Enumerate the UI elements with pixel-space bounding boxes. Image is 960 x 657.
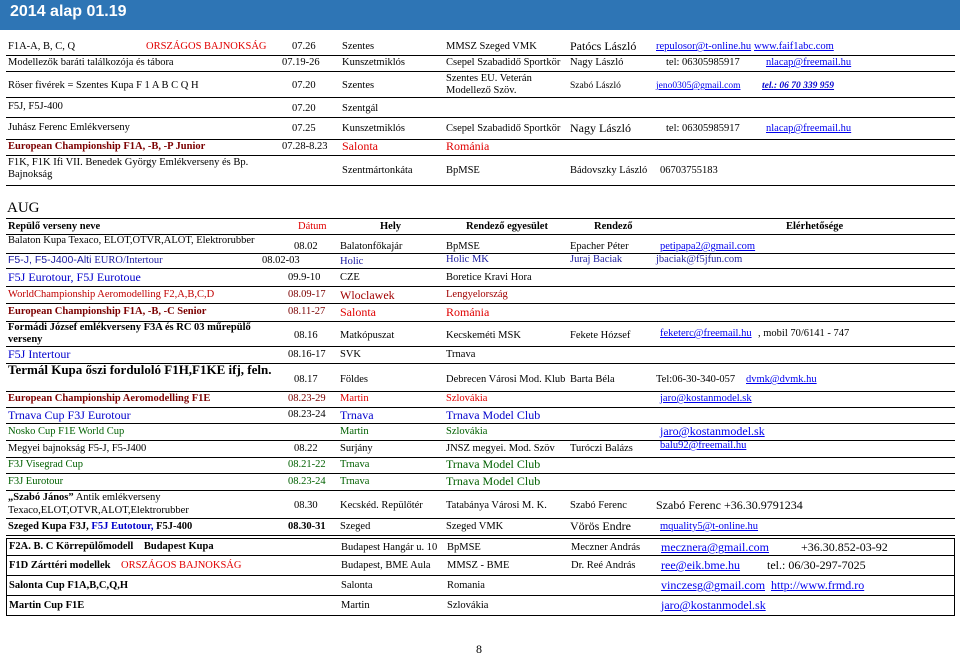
table-row: [6, 268, 955, 287]
event-place: Kunszetmiklós: [342, 123, 405, 134]
event-club: Szlovákia: [446, 426, 488, 437]
contact-web[interactable]: www.faif1abc.com: [754, 41, 834, 52]
table-row: [6, 36, 955, 56]
event-place: Kunszetmiklós: [342, 57, 405, 68]
event-club: Trnava Model Club: [446, 457, 541, 471]
event-name-part: F2A. B. C Körrepülőmodell: [9, 541, 134, 552]
event-club: Trnava: [446, 349, 476, 360]
table-row: [6, 538, 955, 556]
event-name: F1K, F1K Ifi VII. Benedek György Emlékverseny és Bp. Bajnokság: [8, 157, 249, 180]
table-row: [6, 457, 955, 474]
event-organizer: Nagy László: [570, 121, 631, 135]
table-row: [6, 303, 955, 322]
contact-phone: tel.: 06/30-297-7025: [767, 558, 866, 572]
contact-email[interactable]: petipapa2@gmail.com: [660, 241, 756, 252]
event-place: Balatonfőkajár: [340, 241, 403, 252]
table-row: [6, 407, 955, 424]
event-club: Szeged VMK: [446, 521, 504, 532]
column-header-contact: Elérhetősége: [786, 221, 844, 232]
event-club: Lengyelország: [446, 289, 508, 300]
july-table: [6, 36, 955, 196]
event-place: Trnava: [340, 476, 370, 487]
contact-email[interactable]: dvmk@dvmk.hu: [746, 374, 817, 385]
event-name-part: ORSZÁGOS BAJNOKSÁG: [120, 560, 242, 571]
column-header-place: Hely: [380, 221, 401, 232]
event-name: F5J Eurotour, F5J Eurotoue: [8, 270, 141, 284]
table-row: [6, 55, 955, 72]
event-name-part: F5-J, F5-J400-Alti: [8, 254, 92, 266]
table-row: [6, 596, 955, 616]
event-name: [8, 521, 192, 533]
page-number: 8: [476, 642, 482, 656]
event-place: Trnava: [340, 459, 370, 470]
event-name: Nosko Cup F1E World Cup: [8, 426, 125, 437]
event-name: [8, 254, 163, 267]
contact-email[interactable]: jbaciak@f5jfun.com: [656, 254, 743, 265]
contact-phone: tel: 06305985917: [666, 57, 740, 68]
event-place: Szentes: [342, 80, 375, 91]
event-club: BpMSE: [446, 241, 480, 252]
event-date: 07.19-26: [282, 57, 320, 68]
event-name-part: EURO/Intertour: [94, 255, 163, 266]
event-date: 08.22: [294, 443, 318, 454]
event-name: Juhász Ferenc Emlékverseny: [8, 122, 130, 133]
contact-email[interactable]: feketerc@freemail.hu: [660, 328, 752, 339]
event-name-part: Szeged Kupa F3J,: [8, 521, 89, 532]
event-name: Modellezők baráti találkozója és tábora: [8, 57, 174, 68]
event-place: Szeged: [340, 521, 371, 532]
event-club: Tatabánya Városi M. K.: [446, 500, 547, 511]
event-club: Csepel Szabadidő Sportkör: [446, 123, 561, 134]
event-place: Trnava: [340, 408, 374, 422]
event-place: CZE: [340, 272, 360, 283]
contact-email[interactable]: ree@eik.bme.hu: [661, 558, 741, 572]
contact-phone: tel: 06305985917: [666, 123, 740, 134]
table-row: [6, 556, 955, 576]
event-organizer: Turóczi Balázs: [570, 443, 633, 454]
event-name: F1A-A, B, C, Q: [8, 41, 76, 52]
page-title: 2014 alap 01.19: [10, 3, 127, 20]
event-organizer: Meczner András: [571, 542, 641, 553]
event-place: Martin: [340, 393, 369, 404]
event-name: Röser fivérek = Szentes Kupa F 1 A B C Q H: [8, 80, 199, 91]
event-name: WorldChampionship Aeromodelling F2,A,B,C,D: [8, 289, 215, 300]
event-name: [9, 560, 241, 572]
column-header-club: Rendező egyesület: [466, 221, 548, 232]
event-date: 08.02-03: [262, 255, 300, 266]
event-place: Szentmártonkáta: [342, 165, 413, 176]
event-date: 09.9-10: [288, 272, 321, 283]
table-row: [6, 490, 955, 519]
event-date: 07.20: [292, 80, 316, 91]
event-club: Csepel Szabadidő Sportkör: [446, 57, 561, 68]
event-date: 08.23-24: [288, 476, 326, 487]
event-club: Románia: [446, 139, 490, 153]
event-date: 08.16-17: [288, 349, 326, 360]
section-title: AUG: [7, 200, 40, 216]
contact-email[interactable]: mquality5@t-online.hu: [660, 521, 759, 532]
event-place: Martin: [341, 600, 370, 611]
event-name: F3J Eurotour: [8, 476, 64, 487]
event-date: 08.17: [294, 374, 318, 385]
event-name: European Championship Aeromodelling F1E: [8, 393, 211, 404]
event-name: F3J Visegrad Cup: [8, 459, 84, 470]
event-place: Salonta: [341, 580, 373, 591]
event-organizer: Juraj Baciak: [570, 254, 623, 265]
contact-email[interactable]: mecznera@gmail.com: [661, 540, 769, 554]
event-place: Surjány: [340, 443, 373, 454]
event-date: 07.20: [292, 103, 316, 114]
event-place: Wloclawek: [340, 288, 395, 302]
contact-phone: Tel:06-30-340-057: [656, 374, 736, 385]
table-row: [6, 518, 955, 536]
contact-email[interactable]: nlacap@freemail.hu: [766, 123, 852, 134]
event-name-part: F5J-400: [156, 521, 193, 532]
event-club: Trnava Model Club: [446, 408, 541, 422]
event-name: [9, 541, 214, 553]
contact-phone: , mobil 70/6141 - 747: [758, 328, 850, 339]
contact-phone[interactable]: tel.: 06 70 339 959: [762, 81, 835, 91]
table-row: [6, 286, 955, 304]
event-organizer: Szabó László: [570, 81, 621, 91]
event-name: Megyei bajnokság F5-J, F5-J400: [8, 443, 147, 454]
event-club: Kecskeméti MSK: [446, 330, 521, 341]
contact-phone: +36.30.852-03-92: [801, 540, 888, 554]
event-name: [8, 492, 161, 504]
event-name: Martin Cup F1E: [9, 600, 85, 611]
table-row: [6, 321, 955, 347]
event-name-part: „Szabó János”: [8, 492, 74, 503]
event-date: 08.16: [294, 330, 318, 341]
contact-phone: Szabó Ferenc +36.30.9791234: [656, 498, 803, 512]
event-name: Formádi József emlékverseny F3A és RC 03 műrepülő verseny: [8, 322, 251, 345]
event-place: Kecskéd. Repülőtér: [340, 500, 423, 511]
aug-table: [6, 218, 955, 638]
table-row: [6, 440, 955, 458]
table-row: [6, 117, 955, 140]
column-header-organizer: Rendező: [594, 221, 633, 232]
event-place: Holic: [340, 256, 364, 267]
event-organizer: Barta Béla: [570, 374, 615, 385]
event-organizer: Vörös Endre: [570, 519, 631, 533]
table-row: [6, 253, 955, 269]
page-header: [0, 0, 960, 30]
event-club: BpMSE: [447, 542, 481, 553]
event-organizer: Szabó Ferenc: [570, 500, 627, 511]
event-name-line2: Texaco,ELOT,OTVR,ALOT,Elektrorubber: [8, 505, 189, 516]
event-extra: ORSZÁGOS BAJNOKSÁG: [146, 41, 267, 52]
event-place: SVK: [340, 349, 362, 360]
event-club: Debrecen Városi Mod. Klub: [446, 374, 566, 385]
event-date: 07.25: [292, 123, 316, 134]
event-organizer: Nagy László: [570, 57, 624, 68]
event-club: Romania: [447, 580, 485, 591]
event-name-part: F5J Eutotour,: [91, 521, 154, 532]
contact-email[interactable]: repulosor@t-online.hu: [656, 41, 752, 52]
contact-email[interactable]: jeno0305@gmail.com: [656, 81, 741, 91]
event-club: BpMSE: [446, 165, 480, 176]
event-date: 08.30: [294, 500, 318, 511]
contact-phone: 06703755183: [660, 165, 718, 176]
event-place: Budapest, BME Aula: [341, 560, 431, 571]
event-club: Trnava Model Club: [446, 474, 541, 488]
table-row: [6, 233, 955, 254]
event-date: 07.26: [292, 41, 316, 52]
table-row: [6, 391, 955, 408]
contact-email[interactable]: nlacap@freemail.hu: [766, 57, 852, 68]
event-club: Románia: [446, 305, 490, 319]
event-place: Szentgál: [342, 103, 379, 114]
event-place: Martin: [340, 426, 369, 437]
event-club: Szentes EU. Veterán Modellező Szöv.: [446, 73, 532, 96]
contact-email[interactable]: vinczesg@gmail.com: [661, 578, 766, 592]
event-club: Szlovákia: [446, 393, 488, 404]
event-club: MMSZ - BME: [447, 560, 510, 571]
table-row: [6, 139, 955, 156]
table-row: [6, 576, 955, 596]
event-club: JNSZ megyei. Mod. Szöv: [446, 443, 555, 454]
event-place: Budapest Hangár u. 10: [341, 542, 438, 553]
table-row: [6, 71, 955, 98]
event-name-part: Budapest Kupa: [143, 541, 214, 552]
event-organizer: Fekete Hózsef: [570, 330, 631, 341]
event-name: European Championship F1A, -B, -P Junior: [8, 141, 206, 152]
contact-email[interactable]: jaro@kostanmodel.sk: [660, 424, 765, 438]
column-header-name: Repülő verseny neve: [8, 221, 101, 232]
event-name-part: Antik emlékverseny: [75, 492, 161, 503]
event-date: 08.02: [294, 241, 318, 252]
table-row: [6, 473, 955, 491]
event-organizer: Epacher Péter: [570, 241, 629, 252]
event-organizer: Dr. Reé András: [571, 560, 636, 571]
table-row: [6, 423, 955, 441]
event-place: Szentes: [342, 41, 375, 52]
contact-email[interactable]: balu92@freemail.hu: [660, 440, 747, 451]
contact-email[interactable]: jaro@kostanmodel.sk: [660, 393, 752, 404]
event-name-part: F1D Zárttéri modellek: [9, 560, 111, 571]
event-place: Matkópuszat: [340, 330, 395, 341]
event-name: Salonta Cup F1A,B,C,Q,H: [9, 580, 129, 591]
event-date: 07.28-8.23: [282, 141, 328, 152]
event-club: MMSZ Szeged VMK: [446, 41, 537, 52]
event-place: Salonta: [342, 139, 378, 153]
event-date: 08.23-24: [288, 409, 326, 420]
contact-web[interactable]: http://www.frmd.ro: [771, 578, 865, 592]
event-name: F5J, F5J-400: [8, 101, 63, 112]
contact-email[interactable]: jaro@kostanmodel.sk: [661, 598, 766, 612]
event-name: Balaton Kupa Texaco, ELOT,OTVR,ALOT, Elektrorubber: [8, 235, 255, 246]
event-club: Holic MK: [446, 254, 489, 265]
event-organizer: Patócs László: [570, 39, 637, 53]
event-club: Szlovákia: [447, 600, 489, 611]
event-name: European Championship F1A, -B, -C Senior: [8, 306, 207, 317]
event-name: Termál Kupa őszi forduloló F1H,F1KE ifj, feln.: [8, 362, 272, 377]
table-row: [6, 155, 955, 186]
event-date: 08.30-31: [288, 521, 326, 532]
event-organizer: Bádovszky László: [570, 165, 648, 176]
event-name: F5J Intertour: [8, 347, 71, 361]
event-name: Trnava Cup F3J Eurotour: [8, 408, 131, 422]
event-club: Boretice Kravi Hora: [446, 272, 532, 283]
event-place: Földes: [340, 374, 369, 385]
event-date: 08.23-29: [288, 393, 326, 404]
table-row: [6, 363, 955, 392]
table-row: [6, 97, 955, 118]
event-date: 08.09-17: [288, 289, 326, 300]
event-place: Salonta: [340, 305, 376, 319]
event-date: 08.11-27: [288, 306, 326, 317]
event-date: 08.21-22: [288, 459, 326, 470]
column-header-date: Dátum: [298, 221, 327, 232]
